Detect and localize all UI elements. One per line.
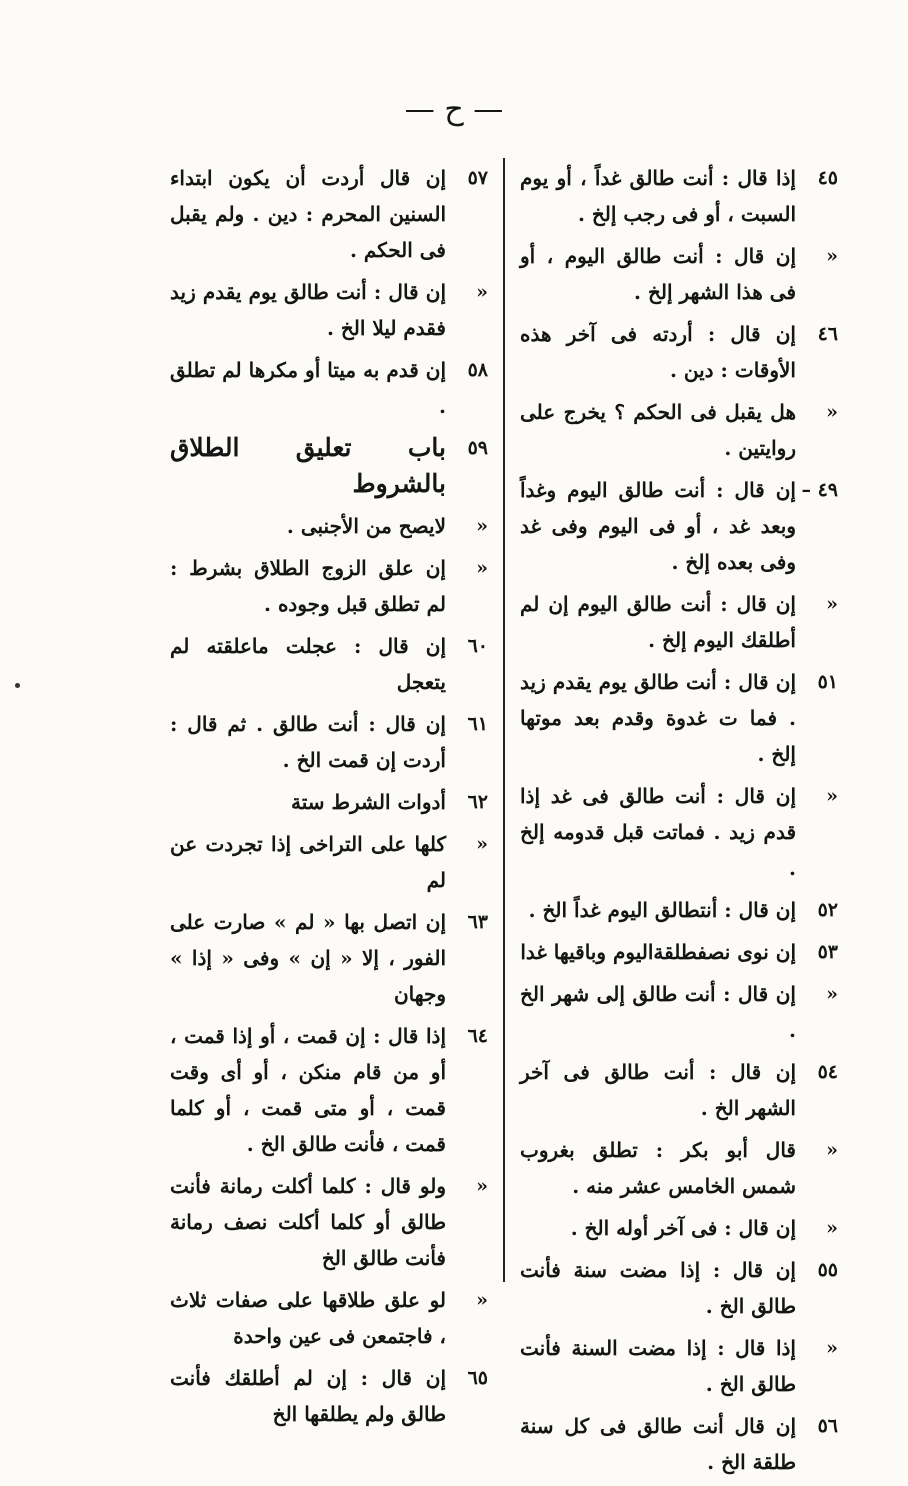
- entry-text: لو علق طلاقها على صفات ثلاث ، فاجتمعن فى عين واحدة: [170, 1288, 446, 1348]
- entry-text: إن علق الزوج الطلاق بشرط : لم تطلق قبل وجوده .: [170, 556, 446, 616]
- right-column: [520, 160, 838, 1486]
- entry-number: ٥٣: [817, 941, 838, 963]
- entry-text: إن قال : أنت طالق إلى شهر الخ .: [520, 982, 796, 1042]
- entry-number: «: [826, 1139, 838, 1161]
- entry-number: ٦١: [467, 713, 488, 735]
- entry-text: إن قال : أردته فى آخر هذه الأوقات : دين .: [520, 322, 796, 382]
- left-column: [170, 160, 488, 1438]
- entry-number: ٦٢: [467, 791, 488, 813]
- entry-text: إن قال : أنت طالق فى آخر الشهر الخ .: [520, 1060, 796, 1120]
- entry-text: إذا قال : أنت طالق غداً ، أو يوم السبت ، أو فى رجب إلخ .: [520, 166, 796, 226]
- index-entry: [170, 1018, 488, 1162]
- entry-number: ٤٥: [817, 167, 838, 189]
- entry-text: قال أبو بكر : تطلق بغروب شمس الخامس عشر منه .: [520, 1138, 796, 1198]
- entry-number: ٥٩: [467, 437, 488, 459]
- entry-text: هل يقبل فى الحكم ؟ يخرج على روايتين .: [520, 400, 796, 460]
- entry-number: ٥٧: [467, 167, 488, 189]
- index-entry: [170, 706, 488, 778]
- entry-number: ٥١: [817, 671, 838, 693]
- entry-text: كلها على التراخى إذا تجردت عن لم: [170, 832, 446, 892]
- entry-number: ٥٤: [817, 1061, 838, 1083]
- index-entry: [520, 664, 838, 772]
- entry-text: ولو قال : كلما أكلت رمانة فأنت طالق أو كلما أكلت نصف رمانة فأنت طالق الخ: [170, 1174, 446, 1270]
- entry-text: إذا قال : إن قمت ، أو إذا قمت ، أو من قام منكن ، أو أى وقت قمت ، أو متى قمت ، أو كلما قمت ، فأنت طالق الخ .: [170, 1024, 446, 1156]
- entry-number: ٤٦: [817, 323, 838, 345]
- index-entry: [520, 472, 838, 580]
- index-entry: [170, 628, 488, 700]
- entry-text: إذا قال : إذا مضت السنة فأنت طالق الخ .: [520, 1336, 796, 1396]
- entry-number: «: [826, 983, 838, 1005]
- entry-text: إن نوى نصفطلقةاليوم وباقيها غدا: [520, 940, 796, 964]
- index-entry: [520, 976, 838, 1048]
- entry-number: «: [826, 593, 838, 615]
- index-entry: [520, 1210, 838, 1246]
- entry-text: أدوات الشرط ستة: [291, 790, 446, 814]
- entry-text: إن قال : أنت طالق اليوم ، أو فى هذا الشهر إلخ .: [520, 244, 796, 304]
- index-entry: [170, 352, 488, 424]
- index-entry: [520, 1132, 838, 1204]
- index-entry: [520, 1330, 838, 1402]
- index-entry: [520, 1252, 838, 1324]
- index-entry: [520, 778, 838, 886]
- index-entry: [170, 826, 488, 898]
- entry-number: «: [476, 1175, 488, 1197]
- entry-text: إن اتصل بها « لم » صارت على الفور ، إلا « إن » وفى « إذا » وجهان: [170, 910, 446, 1006]
- index-entry: [520, 316, 838, 388]
- entry-text: إن قال : أنت طالق . ثم قال : أردت إن قمت الخ .: [170, 712, 446, 772]
- entry-number: «: [826, 785, 838, 807]
- entry-number: ٦٣: [467, 911, 488, 933]
- entry-number: «: [476, 515, 488, 537]
- index-entry: [170, 508, 488, 544]
- section-heading: باب تعليق الطلاق بالشروط: [170, 433, 446, 498]
- index-entry: [520, 238, 838, 310]
- column-divider: [503, 158, 505, 1282]
- index-entry: [170, 1282, 488, 1354]
- index-entry: [520, 394, 838, 466]
- entry-number: «: [476, 833, 488, 855]
- entry-text: إن قال : أنتطالق اليوم غداً الخ .: [528, 898, 796, 922]
- entry-number: «: [826, 245, 838, 267]
- entry-text: إن قال أنت طالق فى كل سنة طلقة الخ .: [520, 1414, 796, 1474]
- index-entry: [520, 1408, 838, 1480]
- entry-text: إن قال : أنت طالق يوم يقدم زيد فقدم ليلا الخ .: [170, 280, 446, 340]
- entry-text: إن قال : إن لم أطلقك فأنت طالق ولم يطلقها الخ: [170, 1366, 446, 1426]
- index-entry: [520, 586, 838, 658]
- entry-number: «: [826, 1217, 838, 1239]
- entry-text: لايصح من الأجنبى .: [286, 514, 446, 538]
- entry-text: إن قال : عجلت ماعلقته لم يتعجل: [170, 634, 446, 694]
- index-entry: [170, 784, 488, 820]
- index-entry: [170, 904, 488, 1012]
- entry-number: ٦٥: [467, 1367, 488, 1389]
- entry-number: ٥٥: [817, 1259, 838, 1281]
- entry-text: إن قال أردت أن يكون ابتداء السنين المحرم : دين . ولم يقبل فى الحكم .: [170, 166, 446, 262]
- index-entry: [520, 934, 838, 970]
- entry-text: إن قدم به ميتا أو مكرها لم تطلق .: [170, 358, 446, 418]
- entry-text: إن قال : فى آخر أوله الخ .: [570, 1216, 796, 1240]
- entry-text: إن قال : أنت طالق اليوم إن لم أطلقك اليوم إلخ .: [520, 592, 796, 652]
- entry-number: ٥٦: [817, 1415, 838, 1437]
- entry-number: ٦٤: [467, 1025, 488, 1047]
- entry-number: «: [826, 401, 838, 423]
- index-entry: [170, 550, 488, 622]
- entry-text: إن قال : أنت طالق اليوم وغداً وبعد غد ، أو فى اليوم وفى غد وفى بعده إلخ .: [520, 478, 796, 574]
- entry-text: إن قال : إذا مضت سنة فأنت طالق الخ .: [520, 1258, 796, 1318]
- entry-text: إن قال : أنت طالق فى غد إذا قدم زيد . فماتت قبل قدومه إلخ .: [520, 784, 796, 880]
- index-entry: [520, 892, 838, 928]
- entry-number: «: [476, 1289, 488, 1311]
- entry-number: «: [476, 557, 488, 579]
- entry-number: «: [826, 1337, 838, 1359]
- index-entry: [170, 274, 488, 346]
- entry-number: ٥٨: [467, 359, 488, 381]
- page-header: — ح —: [404, 92, 504, 127]
- entry-number: ٥٢: [817, 899, 838, 921]
- index-entry: [520, 160, 838, 232]
- entry-text: إن قال : أنت طالق يوم يقدم زيد . فما ت غدوة وقدم بعد موتها إلخ .: [520, 670, 796, 766]
- index-entry: [170, 160, 488, 268]
- entry-number: ٤٩ –: [801, 479, 838, 501]
- index-entry: [170, 1168, 488, 1276]
- entry-number: ٦٠: [467, 635, 488, 657]
- margin-dot: [15, 683, 20, 688]
- entry-number: «: [476, 281, 488, 303]
- index-entry: [520, 1054, 838, 1126]
- section-heading-entry: [170, 430, 488, 502]
